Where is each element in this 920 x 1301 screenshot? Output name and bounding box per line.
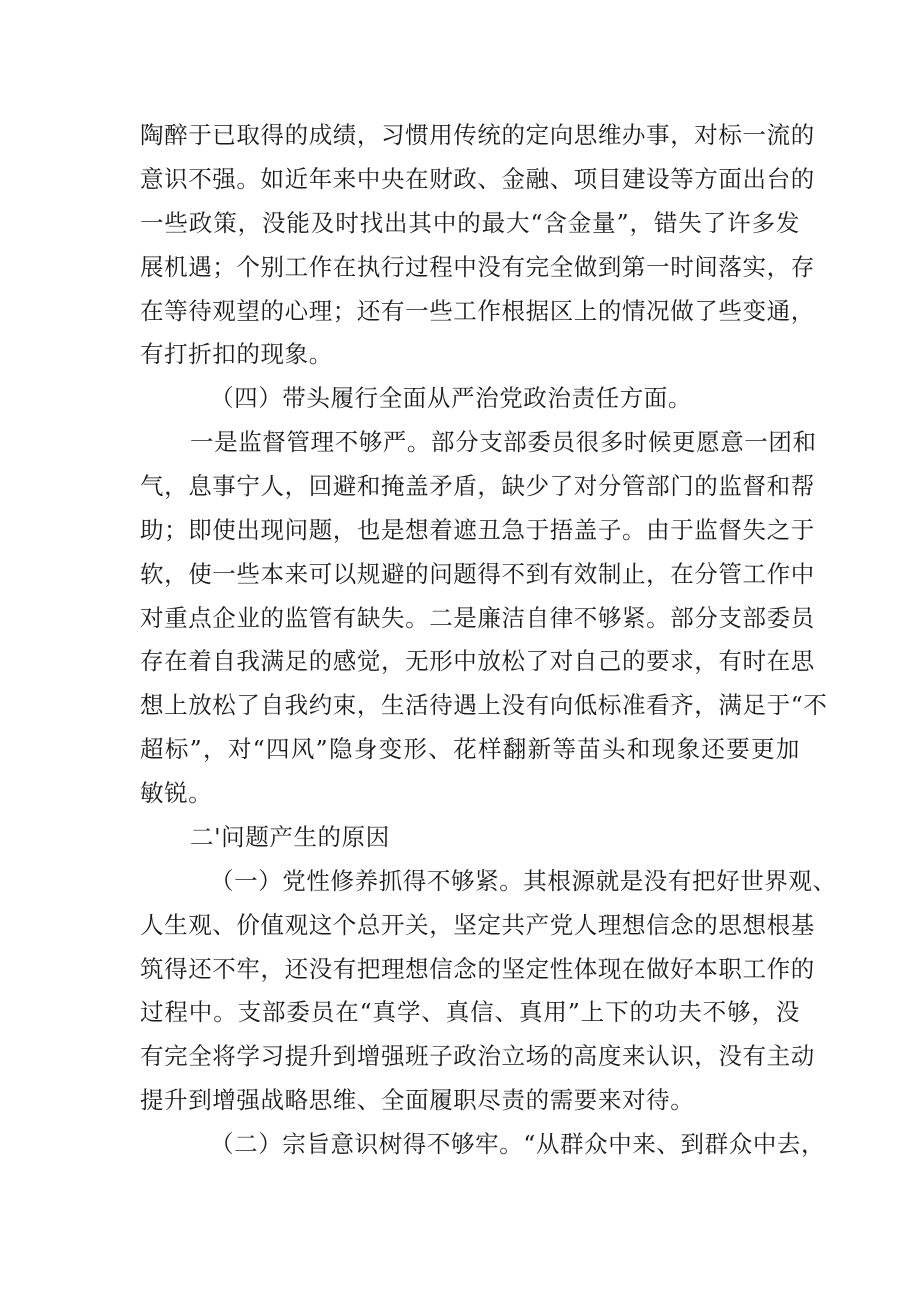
body-text-line: （一）党性修养抓得不够紧。其根源就是没有把好世界观、 bbox=[210, 867, 837, 895]
body-text-line: （二）宗旨意识树得不够牢。“从群众中来、到群众中去， bbox=[210, 1130, 826, 1158]
body-text-line: 意识不强。如近年来中央在财政、金融、项目建设等方面出台的 bbox=[140, 165, 815, 193]
body-text-line: 筑得还不牢，还没有把理想信念的坚定性体现在做好本职工作的 bbox=[140, 955, 815, 983]
body-text-line: 提升到增强战略思维、全面履职尽责的需要来对待。 bbox=[140, 1086, 695, 1114]
body-text-line: 助；即使出现问题，也是想着遮丑急于捂盖子。由于监督失之于 bbox=[140, 516, 815, 544]
body-text-line: 一些政策，没能及时找出其中的最大“含金量”，错失了许多发 bbox=[140, 209, 800, 237]
body-text-line: 在等待观望的心理；还有一些工作根据区上的情况做了些变通， bbox=[140, 297, 815, 325]
body-text-line: 一是监督管理不够严。部分支部委员很多时候更愿意一团和 bbox=[190, 428, 817, 456]
body-text-line: 存在着自我满足的感觉，无形中放松了对自己的要求，有时在思 bbox=[140, 647, 815, 675]
body-text-line: 陶醉于已取得的成绩，习惯用传统的定向思维办事，对标一流的 bbox=[140, 121, 815, 149]
body-text-line: 有完全将学习提升到增强班子政治立场的高度来认识，没有主动 bbox=[140, 1042, 815, 1070]
body-text-line: 人生观、价值观这个总开关，坚定共产党人理想信念的思想根基 bbox=[140, 911, 815, 939]
body-text-line: 想上放松了自我约束，生活待遇上没有向低标准看齐，满足于“不 bbox=[140, 691, 828, 719]
body-text-line: 过程中。支部委员在“真学、真信、真用”上下的功夫不够，没 bbox=[140, 998, 800, 1026]
body-text-line: 超标”，对“四风”隐身变形、花样翻新等苗头和现象还要更加 bbox=[140, 735, 800, 763]
body-text-line: 敏锐。 bbox=[140, 779, 213, 807]
section-heading-2: 二'问题产生的原因 bbox=[190, 823, 390, 851]
body-text-line: 有打折扣的现象。 bbox=[140, 340, 333, 368]
body-text-line: 对重点企业的监管有缺失。二是廉洁自律不够紧。部分支部委员 bbox=[140, 604, 815, 632]
body-text-line: 展机遇；个别工作在执行过程中没有完全做到第一时间落实，存 bbox=[140, 253, 815, 281]
body-text-line: 软，使一些本来可以规避的问题得不到有效制止，在分管工作中 bbox=[140, 560, 815, 588]
body-text-line: 气，息事宁人，回避和掩盖矛盾，缺少了对分管部门的监督和帮 bbox=[140, 472, 815, 500]
section-heading-4: （四）带头履行全面从严治党政治责任方面。 bbox=[210, 384, 692, 412]
